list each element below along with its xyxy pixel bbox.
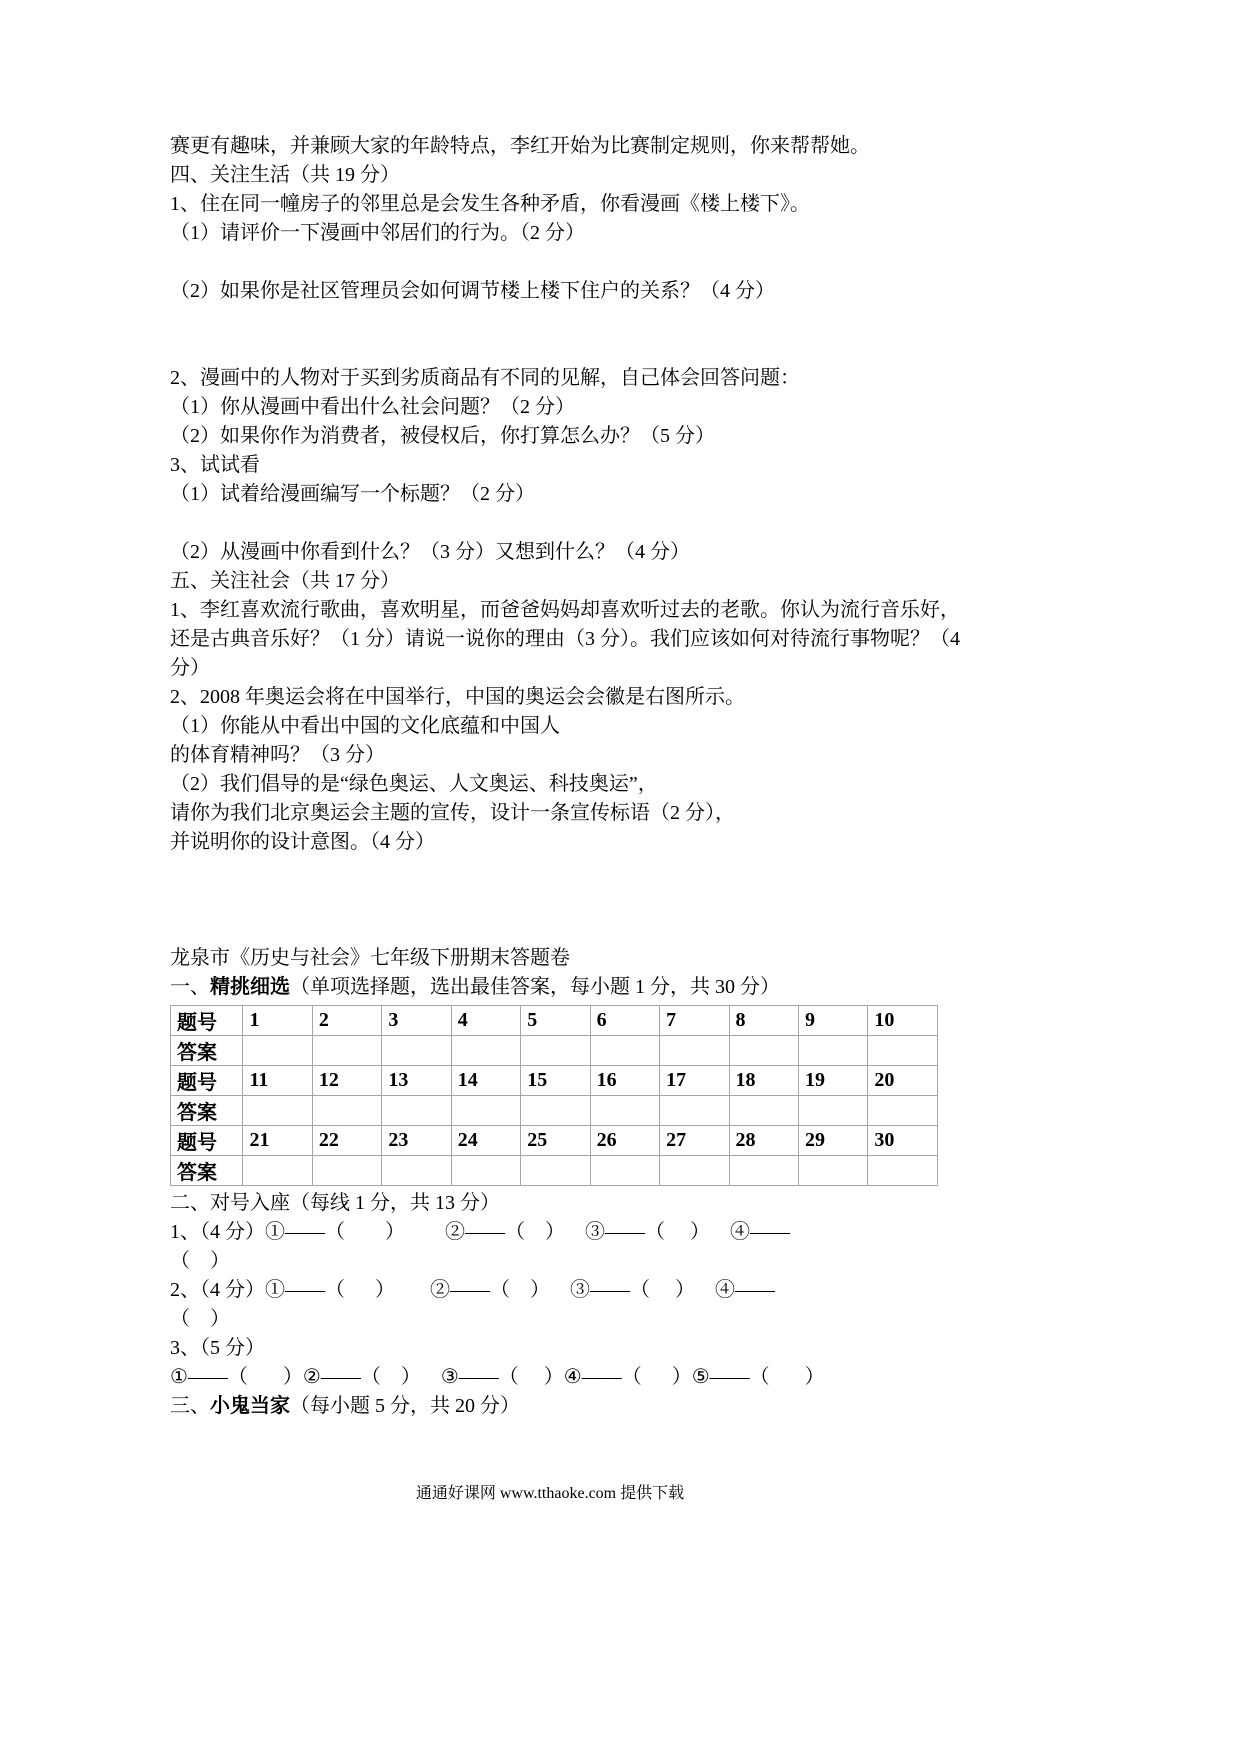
question-number-cell: 14 [451,1066,520,1096]
document-line: 1、李红喜欢流行歌曲，喜欢明星，而爸爸妈妈却喜欢听过去的老歌。你认为流行音乐好， [170,599,960,621]
question-number-cell: 12 [312,1066,381,1096]
document-line: 2、（4 分）①——（ ） ②——（ ） ③——（ ） ④—— [170,1279,775,1301]
text-segment: （每小题 5 分，共 20 分） [290,1395,520,1417]
document-line: 请你为我们北京奥运会主题的宣传，设计一条宣传标语（2 分）， [170,802,735,824]
answer-blank-cell [451,1036,520,1066]
answer-blank-cell [798,1036,867,1066]
answer-blank-cell [590,1096,659,1126]
question-number-cell: 15 [521,1066,590,1096]
document-line: （1）试着给漫画编写一个标题？（2 分） [170,483,535,505]
question-number-cell: 13 [382,1066,451,1096]
answer-table-row [171,1156,938,1186]
question-number-cell: 24 [451,1126,520,1156]
answer-table-row-label: 答案 [171,1096,243,1126]
blank-line [170,509,1075,538]
answer-table-row [171,1036,938,1066]
document-line: （2）我们倡导的是“绿色奥运、人文奥运、科技奥运”， [170,773,658,795]
question-number-cell: 21 [243,1126,312,1156]
document-line: 2、2008 年奥运会将在中国举行，中国的奥运会会徽是右图所示。 [170,686,745,708]
document-line: （1）你能从中看出中国的文化底蕴和中国人 [170,715,560,737]
answer-sheet-section [170,1189,1075,1421]
answer-blank-cell [521,1156,590,1186]
page-footer: 通通好课网 www.tthaoke.com 提供下载 [415,1485,685,1502]
question-number-cell: 7 [660,1006,729,1036]
answer-blank-cell [312,1096,381,1126]
question-number-cell: 9 [798,1006,867,1036]
answer-blank-cell [590,1036,659,1066]
document-line [170,973,1075,1002]
document-line: （1）请评价一下漫画中邻居们的行为。（2 分） [170,222,585,244]
question-number-cell: 22 [312,1126,381,1156]
document-line: ①——（ ）②——（ ） ③——（ ）④——（ ）⑤——（ ） [170,1366,825,1388]
question-number-cell: 27 [660,1126,729,1156]
document-line: （ ） [170,1308,230,1330]
question-number-cell: 16 [590,1066,659,1096]
document-line: 赛更有趣味，并兼顾大家的年龄特点，李红开始为比赛制定规则，你来帮帮她。 [170,135,870,157]
answer-blank-cell [590,1156,659,1186]
document-line: 2、漫画中的人物对于买到劣质商品有不同的见解，自己体会回答问题： [170,367,800,389]
answer-blank-cell [798,1156,867,1186]
answer-blank-cell [243,1096,312,1126]
answer-table-row-label: 题号 [171,1006,243,1036]
answer-table-row [171,1096,938,1126]
blank-line [170,886,1075,915]
question-section [170,132,1075,1002]
answer-blank-cell [660,1096,729,1126]
question-number-cell: 5 [521,1006,590,1036]
section-title-text: 小鬼当家 [210,1395,290,1417]
question-number-cell: 2 [312,1006,381,1036]
document-line: 龙泉市《历史与社会》七年级下册期末答题卷 [170,947,570,969]
answer-blank-cell [382,1156,451,1186]
document-line: 分） [170,657,210,679]
answer-table [170,1005,938,1186]
blank-line [170,335,1075,364]
answer-table-row-label: 题号 [171,1126,243,1156]
document-line: （2）如果你作为消费者，被侵权后，你打算怎么办？（5 分） [170,425,715,447]
answer-blank-cell [312,1036,381,1066]
answer-blank-cell [729,1036,798,1066]
answer-blank-cell [729,1156,798,1186]
answer-blank-cell [382,1036,451,1066]
question-number-cell: 8 [729,1006,798,1036]
document-line: 二、对号入座（每线 1 分，共 13 分） [170,1192,500,1214]
document-line: 1、（4 分）①——（ ） ②——（ ） ③——（ ） ④—— [170,1221,790,1243]
question-number-cell: 23 [382,1126,451,1156]
answer-table-row-label: 答案 [171,1156,243,1186]
answer-blank-cell [798,1096,867,1126]
answer-table-row [171,1126,938,1156]
document-line: （ ） [170,1250,230,1272]
answer-table-row-label: 题号 [171,1066,243,1096]
answer-blank-cell [868,1156,938,1186]
question-number-cell: 3 [382,1006,451,1036]
question-number-cell: 28 [729,1126,798,1156]
answer-blank-cell [868,1096,938,1126]
question-number-cell: 4 [451,1006,520,1036]
answer-blank-cell [521,1096,590,1126]
document-line [170,1392,1075,1421]
document-line: （2）如果你是社区管理员会如何调节楼上楼下住户的关系？（4 分） [170,280,775,302]
answer-blank-cell [312,1156,381,1186]
document-line: 3、试试看 [170,454,260,476]
answer-table-row [171,1066,938,1096]
question-number-cell: 30 [868,1126,938,1156]
document-line: 还是古典音乐好？（1 分）请说一说你的理由（3 分）。我们应该如何对待流行事物呢？（4 [170,628,960,650]
answer-blank-cell [660,1156,729,1186]
question-number-cell: 11 [243,1066,312,1096]
blank-line [170,306,1075,335]
blank-line [170,857,1075,886]
document-line: 1、住在同一幢房子的邻里总是会发生各种矛盾，你看漫画《楼上楼下》。 [170,193,810,215]
answer-blank-cell [521,1036,590,1066]
question-number-cell: 6 [590,1006,659,1036]
answer-blank-cell [868,1036,938,1066]
answer-blank-cell [451,1156,520,1186]
question-number-cell: 20 [868,1066,938,1096]
document-line: 并说明你的设计意图。（4 分） [170,831,435,853]
document-content [170,132,1075,1421]
question-number-cell: 18 [729,1066,798,1096]
text-segment: 一、 [170,976,210,998]
answer-table-row-label: 答案 [171,1036,243,1066]
answer-table-row [171,1006,938,1036]
answer-blank-cell [382,1096,451,1126]
question-number-cell: 29 [798,1126,867,1156]
section-title-text: 精挑细选 [210,976,290,998]
question-number-cell: 25 [521,1126,590,1156]
blank-line [170,248,1075,277]
blank-line [170,915,1075,944]
answer-blank-cell [660,1036,729,1066]
document-line: 四、关注生活（共 19 分） [170,164,400,186]
question-number-cell: 10 [868,1006,938,1036]
answer-blank-cell [451,1096,520,1126]
answer-blank-cell [729,1096,798,1126]
document-line: （2）从漫画中你看到什么？（3 分）又想到什么？（4 分） [170,541,690,563]
text-segment: 三、 [170,1395,210,1417]
answer-blank-cell [243,1036,312,1066]
question-number-cell: 19 [798,1066,867,1096]
question-number-cell: 1 [243,1006,312,1036]
document-line: （1）你从漫画中看出什么社会问题？（2 分） [170,396,575,418]
document-line: 的体育精神吗？（3 分） [170,744,385,766]
document-line: 五、关注社会（共 17 分） [170,570,400,592]
answer-blank-cell [243,1156,312,1186]
question-number-cell: 17 [660,1066,729,1096]
question-number-cell: 26 [590,1126,659,1156]
text-segment: （单项选择题，选出最佳答案，每小题 1 分，共 30 分） [290,976,780,998]
document-line: 3、（5 分） [170,1337,265,1359]
